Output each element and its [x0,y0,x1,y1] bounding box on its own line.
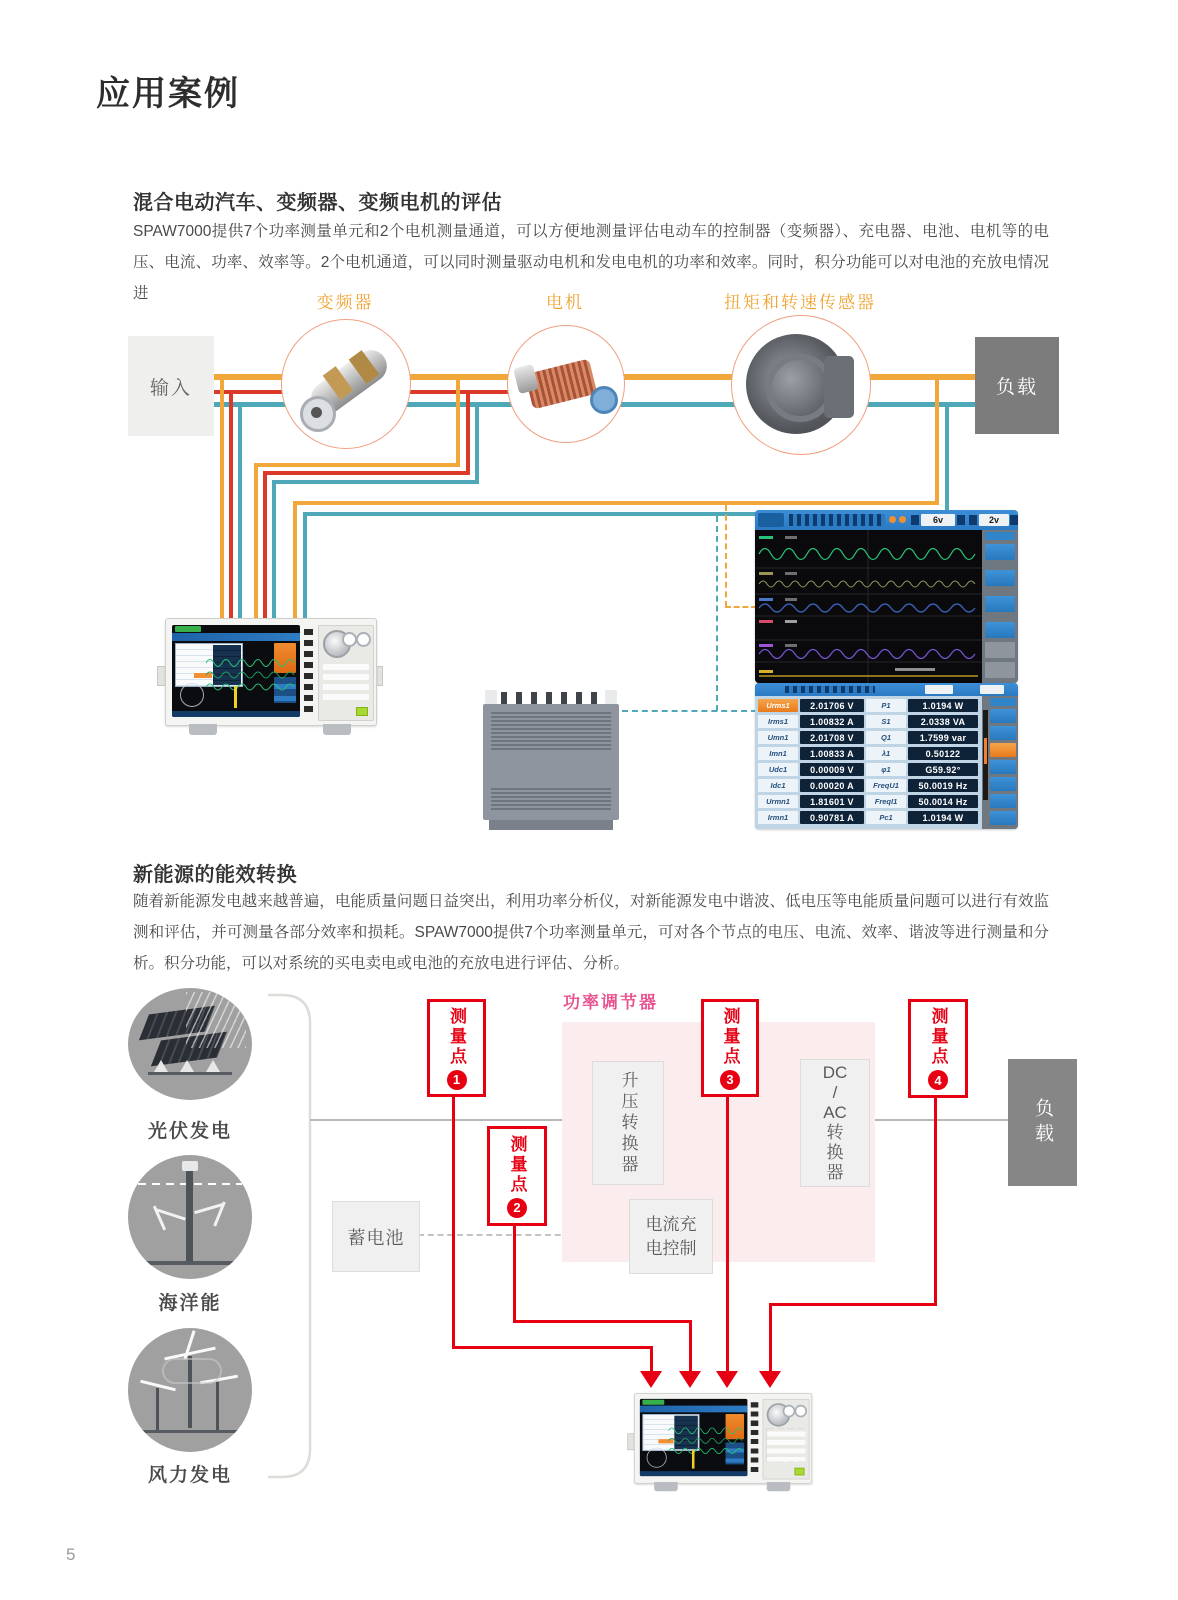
front-panel [763,1399,810,1480]
sidebar-button [990,709,1016,723]
analyzer-screen [172,625,300,717]
panel-mount [206,1060,220,1072]
screen-waveforms [206,655,298,695]
brand-logo [642,1400,664,1405]
ocean-energy-icon [128,1155,252,1279]
measure-line-4 [769,1303,937,1306]
sidebar-scrollbar [983,710,988,800]
power-key [794,1468,804,1476]
wind-turbine-icon [128,1328,252,1452]
wire-drop [263,471,267,630]
wire-drop [238,404,242,630]
param-value: 50.0019 Hz [908,779,978,792]
measure-line-2 [513,1220,516,1323]
current-range-box: 2v [979,514,1009,526]
wire-drop [293,501,297,630]
param-label: Pc1 [866,811,906,824]
torque-sensor-photo [731,315,871,455]
front-panel [318,625,374,721]
wire-dashed-teal [716,516,718,711]
screen-toolbar [640,1406,748,1413]
param-label: Imn1 [758,747,798,760]
wire-drop [220,377,224,630]
param-label: Irmn1 [758,811,798,824]
wire-elbow [293,501,939,505]
unit-terminals [501,692,603,704]
source-label-wind: 风力发电 [147,1465,232,1486]
arrow-down-icon [640,1371,662,1388]
waveform-plot [755,530,982,683]
sidebar-button [990,777,1016,791]
section2-heading: 新能源的能效转换 [133,864,297,886]
sidebar-header [985,532,1015,540]
unit-base [489,820,613,830]
param-label: S1 [866,715,906,728]
motor-label: 电机 [546,293,584,312]
measure-point-label: 测量点 [447,1006,466,1067]
dcac-line: 转 [826,1123,844,1142]
seabed-line [144,1261,236,1265]
boost-converter-box [592,1061,664,1185]
sidebar-button [990,726,1016,740]
motor-shaft [513,364,539,394]
voltage-range-box: 6v [921,514,955,526]
wire-elbow [935,377,939,505]
dcac-converter-box [800,1059,870,1187]
run-indicator [899,516,906,523]
device-foot [767,1482,791,1491]
measure-point-2 [487,1126,547,1226]
param-value: 0.90781 A [800,811,864,824]
sidebar-button [985,622,1015,638]
param-label: FreqI1 [866,795,906,808]
wire-dashed-yellow [725,606,757,608]
motor-endcap [590,386,618,414]
param-label: Idc1 [758,779,798,792]
motor-photo [507,325,625,443]
button-grid [767,1428,806,1462]
sidebar-button [985,642,1015,658]
wire-elbow [475,404,479,481]
device-foot [654,1482,678,1491]
screen-statusbar [640,1471,748,1476]
charge-control-line: 电流充 [645,1214,697,1234]
param-label: Urmn1 [758,795,798,808]
measure-line-3 [726,1091,729,1372]
numeric-table-screen [755,683,1018,829]
range-minus-button [911,515,919,525]
inverter-label: 变频器 [316,293,374,312]
screen-statusbar [172,711,300,717]
wire-dashed-yellow [725,505,727,607]
param-label: FreqU1 [866,779,906,792]
soft-key-column [304,629,313,715]
measure-line-1 [452,1346,653,1349]
unit-vents [491,712,611,750]
param-value: 1.7599 var [908,731,978,744]
wire-drop [303,512,307,630]
turbine-nacelle [182,1161,198,1171]
button-grid [323,660,369,700]
measure-point-label: 测量点 [928,1007,948,1067]
measure-point-number: 2 [507,1198,527,1218]
param-value: 1.00833 A [800,747,864,760]
dcac-line: / [832,1083,838,1102]
measure-point-4 [908,999,968,1098]
device-foot [189,724,217,735]
range-plus-button [1010,515,1018,525]
ground-line [140,1430,240,1433]
param-value: 2.0338 VA [908,715,978,728]
cloud-outline [162,1358,222,1384]
power-analyzer-device-bottom [634,1393,810,1494]
measure-line-4 [934,1092,937,1306]
dcac-line: DC [822,1063,848,1082]
source-label-solar: 光伏发电 [147,1121,232,1142]
measure-point-number: 3 [720,1070,740,1090]
arrow-down-icon [716,1371,738,1388]
screen-toolbar [172,633,300,641]
arrow-down-icon [679,1371,701,1388]
power-analyzer-device [165,618,375,738]
solar-panel-icon [128,988,252,1100]
inverter-photo [281,319,411,449]
sidebar-button [990,794,1016,808]
measurement-table [755,696,982,829]
wire-elbow [945,404,949,516]
load-box-bottom [1008,1059,1077,1186]
load-box-top [975,337,1059,434]
sensor-unit-device [483,690,619,830]
wire-elbow [272,480,479,484]
torque-sensor-label: 扭矩和转速传感器 [724,293,876,312]
source-label-ocean: 海洋能 [158,1293,222,1314]
param-label: P1 [866,699,906,712]
wire-drop [254,463,258,630]
channel-buttons [789,514,885,526]
scroll-thumb [984,738,987,764]
small-knob [356,632,371,647]
soft-key-column [751,1402,759,1474]
param-label: Udc1 [758,763,798,776]
load-box-top-label: 负载 [995,377,1038,398]
wire-dashed-teal [622,710,757,712]
table-sidebar [982,696,1018,829]
wire-elbow [456,377,460,467]
sidebar-button [985,570,1015,586]
param-value: 1.00832 A [800,715,864,728]
arrow-down-icon [759,1371,781,1388]
unit-endcap [485,690,497,704]
range-plus-button [957,515,965,525]
sidebar-button [990,811,1016,825]
param-value: 2.01708 V [800,731,864,744]
menu-tab [758,513,784,527]
sidebar-button [990,760,1016,774]
sidebar-button-active [990,743,1016,757]
sidebar-header [990,698,1016,706]
conditioner-label: 功率调节器 [563,993,658,1012]
vector-display [180,683,204,707]
wire-elbow [466,392,470,472]
wire-elbow [254,463,460,467]
charge-control-box [629,1199,713,1274]
param-label: Q1 [866,731,906,744]
sidebar-button [985,662,1015,678]
waveform-screen [755,510,1018,683]
section1-heading: 混合电动汽车、变频器、变频电机的评估 [133,192,502,214]
toolbar-buttons [785,686,875,693]
unit-body [483,704,619,820]
charge-control-line: 电控制 [645,1238,697,1258]
param-value: G59.92° [908,763,978,776]
input-box-label: 输入 [149,377,192,399]
page-title: 应用案例 [96,75,240,113]
device-foot [323,724,351,735]
input-box [128,336,214,436]
small-knob [794,1405,807,1418]
battery-box [332,1201,420,1272]
measure-point-number: 4 [928,1070,948,1090]
measure-line-1 [452,1091,455,1349]
sidebar-button [985,596,1015,612]
inverter-flange-hole [311,407,322,418]
param-value: 0.50122 [908,747,978,760]
analyzer-chassis [165,618,377,726]
table-toolbar [755,683,1018,696]
param-value: 0.00020 A [800,779,864,792]
unit-vents [491,788,611,810]
measure-point-label: 测量点 [720,1006,740,1067]
param-value: 2.01706 V [800,699,864,712]
dcac-line: 换 [826,1143,844,1162]
screen-waveforms [668,1424,745,1458]
toolbar-valuebox [980,685,1004,694]
brand-logo [175,626,201,632]
boost-converter-label: 升压转换器 [618,1070,638,1176]
ground-line [148,1072,232,1075]
measure-point-1 [427,999,486,1097]
waveform-toolbar [755,510,1018,530]
param-label: λ1 [866,747,906,760]
sensor-block [824,356,854,418]
turbine-pole [156,1388,159,1432]
dcac-line: AC [823,1103,847,1122]
rain-lines [186,992,246,1048]
wire-elbow [263,471,470,475]
measure-line-4 [769,1303,772,1372]
measure-line-2 [513,1320,692,1323]
vector-display [647,1448,667,1468]
battery-label: 蓄电池 [347,1227,405,1248]
waveform-traces [755,530,982,683]
analyzer-screen [640,1399,748,1476]
unit-endcap [605,690,617,704]
run-indicator [889,516,896,523]
measure-point-label: 测量点 [507,1134,527,1195]
load-box-bottom-label: 负载 [1032,1097,1053,1148]
param-label: φ1 [866,763,906,776]
measure-line-2 [689,1320,692,1372]
section1-body: SPAW7000提供7个功率测量单元和2个电机测量通道，可以方便地测量评估电动车的控制器（变频器）、充电器、电池、电机等的电压、电流、功率、效率等。2个电机通道，可以同时测量驱动电机和发电电机的功率和效率。同时，积分功能可以对电池的充放电情况进 [133,223,1049,302]
spectrum-bar [234,686,237,708]
param-value: 1.81601 V [800,795,864,808]
measure-point-number: 1 [447,1070,467,1090]
analyzer-chassis [634,1393,812,1484]
turbine-pole [216,1382,219,1432]
param-label: Umn1 [758,731,798,744]
wire-drop [272,480,276,630]
power-key [356,707,368,716]
param-value: 1.0194 W [908,811,978,824]
spectrum-bar [692,1450,695,1468]
param-value: 1.0194 W [908,699,978,712]
measure-line-1 [650,1346,653,1372]
param-value: 0.00009 V [800,763,864,776]
waveform-sidebar [982,530,1018,683]
small-knob [783,1405,796,1418]
page-number: 5 [66,1545,76,1564]
measure-point-3 [701,999,759,1097]
section2-body: 随着新能源发电越来越普遍，电能质量问题日益突出，利用功率分析仪，对新能源发电中谐波、低电压等电能质量问题可以进行有效监测和评估，并可测量各部分效率和损耗。SPAW7000提供7个功率测量单元，可对各个节点的电压、电流、效率、谐波等进行测量和分析。积分功能，可以对系统的买电卖电或电池的充放电进行评估、分析。 [133,893,1049,972]
param-label: Urms1 [758,699,798,712]
wire-drop [229,392,233,630]
param-label: Irms1 [758,715,798,728]
dcac-line: 器 [826,1163,844,1182]
param-value: 50.0014 Hz [908,795,978,808]
turbine-pole [186,1165,193,1265]
small-knob [342,632,357,647]
toolbar-valuebox [925,685,953,694]
range-minus-button [969,515,977,525]
sidebar-button [985,544,1015,560]
